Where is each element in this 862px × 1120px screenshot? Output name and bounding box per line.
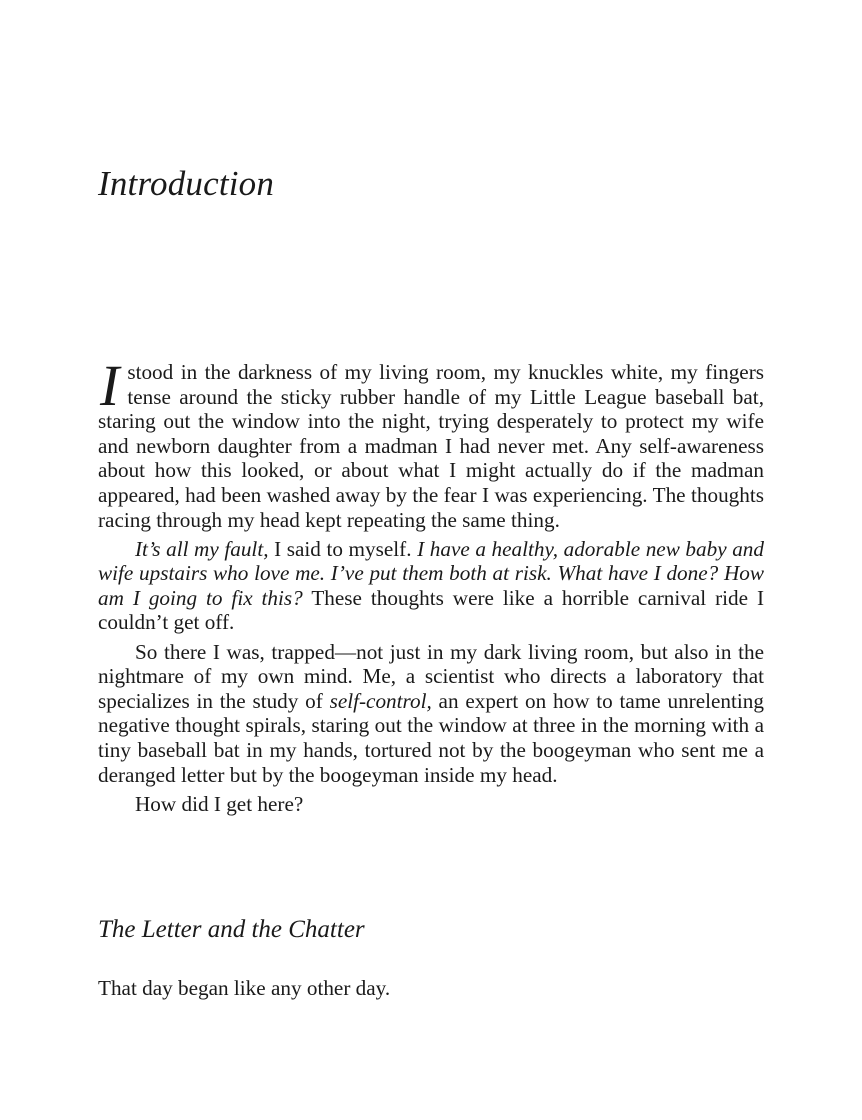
paragraph-3 <box>98 640 764 788</box>
paragraph-2 <box>98 537 764 635</box>
paragraph-3-plain-1: So there I was, trapped—not just in my dark living room, but also in the nightmare of my own mind. Me, a scientist who directs a laboratory that specializes in the study of <box>98 639 764 713</box>
paragraph-2-italic-1: It’s all my fault, <box>135 536 269 561</box>
drop-cap: I <box>100 353 120 418</box>
opening-paragraph-text: stood in the darkness of my living room, my knuckles white, my fingers tense around the sticky rubber handle of my Little League baseball bat, staring out the window into the night, trying desperately to protect my wife and newborn daughter from a madman I had never met. Any self-awareness about how this looked, or about what I might actually do if the madman appeared, had been washed away by the fear I was experiencing. The thoughts racing through my head kept repeating the same thing. <box>98 360 764 532</box>
paragraph-4: How did I get here? <box>135 791 304 816</box>
paragraph-2-plain-1: I said to myself. <box>268 536 418 561</box>
paragraph-3-plain-2: an expert on how to tame unrelenting negative thought spirals, staring out the window at three in the morning with a tiny baseball bat in my hands, tortured not by the boogeyman who sent me a deranged letter but by the boogeyman inside my head. <box>98 688 764 787</box>
paragraph-3-italic-1: self-control, <box>329 688 432 713</box>
opening-paragraph <box>98 353 764 532</box>
paragraph-2-italic-2: I have a healthy, adorable new baby and wife upstairs who love me. I’ve put them both at risk. What have I done? How am I going to fix this? <box>98 536 764 610</box>
book-page <box>98 0 764 1120</box>
paragraph-2-plain-2: These thoughts were like a horrible carnival ride I couldn’t get off. <box>98 585 765 635</box>
section-first-line: That day began like any other day. <box>98 976 391 1000</box>
chapter-title: Introduction <box>98 164 275 203</box>
section-heading: The Letter and the Chatter <box>98 916 365 943</box>
body-text <box>98 353 765 816</box>
